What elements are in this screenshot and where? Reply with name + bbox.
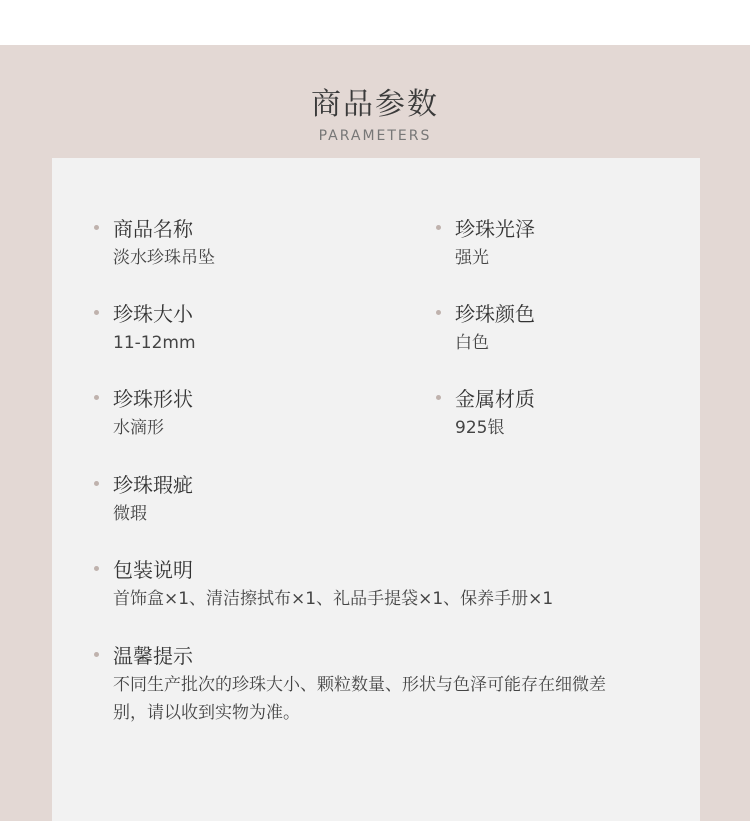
bullet-dot xyxy=(436,225,441,230)
param-value: 11-12mm xyxy=(113,333,196,353)
bullet-dot xyxy=(94,481,99,486)
bullet-dot xyxy=(94,225,99,230)
param-notice xyxy=(113,643,633,727)
bullet-dot xyxy=(436,395,441,400)
param-value: 淡水珍珠吊坠 xyxy=(113,248,215,268)
bullet-dot xyxy=(436,310,441,315)
param-label: 金属材质 xyxy=(455,387,535,411)
param-label: 温馨提示 xyxy=(113,644,193,668)
param-label: 珍珠形状 xyxy=(113,387,193,411)
param-label: 珍珠颜色 xyxy=(455,302,535,326)
page-title: 商品参数 xyxy=(311,87,439,122)
param-pearl-shape xyxy=(113,386,193,442)
param-pearl-luster xyxy=(455,216,535,272)
param-pearl-color xyxy=(455,301,535,357)
param-packaging xyxy=(113,557,553,613)
param-product-name xyxy=(113,216,215,272)
param-value: 白色 xyxy=(455,333,489,353)
param-value: 不同生产批次的珍珠大小、颗粒数量、形状与色泽可能存在细微差别，请以收到实物为准。 xyxy=(113,675,606,723)
page-subtitle: PARAMETERS xyxy=(318,128,432,144)
param-value: 首饰盒×1、清洁擦拭布×1、礼品手提袋×1、保养手册×1 xyxy=(113,589,554,609)
param-value: 水滴形 xyxy=(113,418,164,438)
bullet-dot xyxy=(94,310,99,315)
param-pearl-size xyxy=(113,301,196,357)
bullet-dot xyxy=(94,395,99,400)
param-label: 包装说明 xyxy=(113,558,193,582)
param-label: 商品名称 xyxy=(113,217,193,241)
param-value: 强光 xyxy=(455,248,489,268)
param-value: 微瑕 xyxy=(113,504,147,524)
bullet-dot xyxy=(94,566,99,571)
param-pearl-flaw xyxy=(113,472,193,528)
parameters-card xyxy=(52,158,700,821)
bullet-dot xyxy=(94,652,99,657)
param-label: 珍珠大小 xyxy=(113,302,193,326)
param-metal-material xyxy=(455,386,535,442)
param-label: 珍珠光泽 xyxy=(455,217,535,241)
param-label: 珍珠瑕疵 xyxy=(113,473,193,497)
param-value: 925银 xyxy=(455,418,505,438)
